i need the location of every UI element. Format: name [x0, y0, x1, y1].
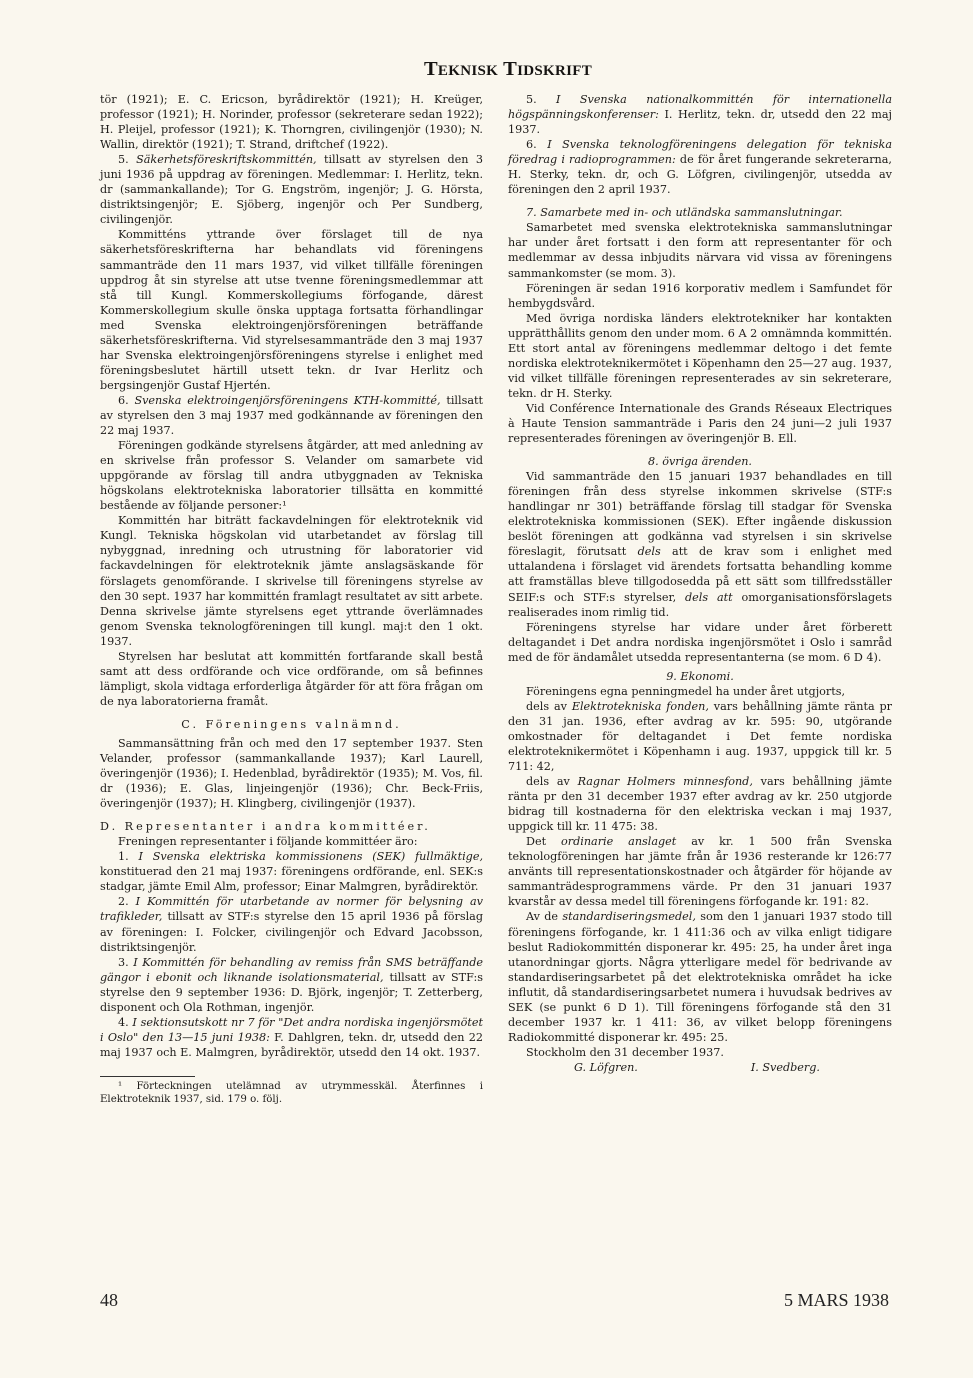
signature-svedberg: I. Svedberg. [750, 1060, 820, 1074]
paragraph: Av de standardiseringsmedel, som den 1 januari 1937 stodo till föreningens förfogande, kr. 1 411:36 och av vilka enligt tidigare beslut Radiokommittén disponerar kr. 495: 25, ha under året inga utanordningar gjorts. Några ytterligare medel för bedrivande av standardiseringsarbetet på det elektrotekniska området ha icke influtit, då standardiseringsarbetet numera i huvudsak bedrives av SEK (se punkt 6 D 1). Till föreningens förfogande stå den 31 december 1937 kr. 1 411: 36, av vilket belopp föreningens Radiokommitté disponerar kr. 495: 25. [508, 910, 892, 1044]
signature-lofgren: G. Löfgren. [574, 1060, 638, 1074]
paragraph: dels av Elektrotekniska fonden, vars behållning jämte ränta pr den 31 jan. 1936, efter avdrag av kr. 595: 90, utgörande omkostnader för deltagandet i Det femte nordiska elektroteknikermötet i Köpenhamn i aug. 1937, uppgick till kr. 5 711: 42, [508, 699, 892, 774]
paragraph: dels av Ragnar Holmers minnesfond, vars behållning jämte ränta pr den 31 december 1937 efter avdrag av kr. 250 utgjorde bidrag till kostnaderna för den elektriska veckan i maj 1937, uppgick till kr. 11 475: 38. [508, 775, 892, 834]
paragraph: 6. Svenska elektroingenjörsföreningens KTH-kommitté, tillsatt av styrelsen den 3 maj 1937 med godkännande av föreningen den 22 maj 1937. [100, 393, 483, 438]
paragraph: 6. I Svenska teknologföreningens delegation för tekniska föredrag i radioprogrammen: de för året fungerande sekreterarna, H. Sterky, tekn. dr, och G. Löfgren, civilingenjör, utsedda av föreningen den 2 april 1937. [508, 138, 893, 197]
paragraph: 3. I Kommittén för behandling av remiss från SMS beträffande gängor i ebonit och liknande isolationsmaterial, tillsatt av STF:s styrelse den 9 september 1936: D. Björk, ingenjör; T. Zetterberg, disponent och Ola Rothman, ingenjör. [100, 955, 484, 1014]
section-heading-d: D. Representanter i andra kommittéer. [100, 820, 431, 834]
footnote: ¹ Förteckningen utelämnad av utrymmesskäl. Återfinnes i Elektroteknik 1937, sid. 179 o. följ. [100, 1080, 483, 1106]
paragraph: 4. I sektionsutskott nr 7 för "Det andra nordiska ingenjörsmötet i Oslo" den 13—15 juni 1938: F. Dahlgren, tekn. dr, utsedd den 22 maj 1937 och E. Malmgren, byrådirektör, utsedd den 14 okt. 1937. [100, 1015, 484, 1059]
paragraph: Samarbetet med svenska elektrotekniska sammanslutningar har under året fortsatt i den form att representanter för och medlemmar av dessa inbjudits närvara vid vissa av föreningens sammankomster (se mom. 3). [508, 221, 892, 280]
paragraph: tör (1921); E. C. Ericson, byrådirektör (1921); H. Kreüger, professor (1921); H. Norinder, professor (sekreterare sedan 1922); H. Pleijel, professor (1921); K. Thorngren, civilingenjör (1930); N. Wallin, direktör (1921); T. Strand, driftchef (1922). [100, 93, 483, 152]
masthead-rest-2: IDSKRIFT [517, 63, 593, 79]
paragraph: Vid Conférence Internationale des Grands Réseaux Electriques à Haute Tension sammanträde i Paris den 24 juni—2 juli 1937 representerades föreningen av överingenjör B. Ell. [508, 401, 892, 446]
section-heading-c: C. Föreningens valnämnd. [181, 717, 402, 731]
paragraph: Kommitténs yttrande över förslaget till de nya säkerhetsföreskrifterna har behandlats vid föreningens sammanträde den 11 mars 1937, vid vilket tillfälle föreningen uppdrog åt sin styrelse att utse tvenne föreningsmedlemmar att stå till Kungl. Kommerskollegiums förfogande, därest Kommerskollegium skulle önska upptaga fortsatta förhandlingar med Svenska elektroingenjörsföreningen beträffande säkerhetsföreskrifterna. Vid styrelsesammanträde den 3 maj 1937 har Svenska elektroingenjörsföreningens styrelse i enlighet med föreningsbeslutet härtill utsett tekn. dr Ivar Herlitz och bergsingenjör Gustaf Hjertén. [100, 228, 483, 392]
masthead-rest-1: EKNISK [437, 63, 499, 79]
paragraph: Föreningen är sedan 1916 korporativ medlem i Samfundet för hembygdsvård. [508, 281, 892, 310]
paragraph: Föreningens styrelse har vidare under året förberett deltagandet i Det andra nordiska ingenjörsmötet i Oslo i samråd med de för ändamålet utsedda representanterna (se mom. 6 D 4). [508, 620, 892, 664]
section-heading-7: 7. Samarbete med in- och utländska sammanslutningar. [526, 206, 843, 220]
paragraph: Styrelsen har beslutat att kommittén fortfarande skall bestå samt att dess ordförande och vice ordförande, om så befinnes lämpligt, skola vidtaga erforderliga åtgärder för att föra frågan om de nya laboratorierna framåt. [100, 649, 483, 708]
paragraph: 1. I Svenska elektriska kommissionens (SEK) fullmäktige, konstituerad den 21 maj 1937: föreningens ordförande, enl. SEK:s stadgar, jämte Emil Alm, professor; Einar Malmgren, byrådirektör. [100, 850, 483, 894]
section-heading-9: 9. Ekonomi. [666, 669, 734, 683]
paragraph: Det ordinarie anslaget av kr. 1 500 från Svenska teknologföreningen har jämte från år 1936 resterande kr 126:77 använts till representationskostnader och åtgärder för höjande av sammanträdesprogrammens värde. Pr den 31 januari 1937 kvarstår av dessa medel till föreningens förfogande kr. 191: 82. [508, 835, 892, 909]
right-column [508, 92, 892, 1075]
paragraph: Föreningen godkände styrelsens åtgärder, att med anledning av en skrivelse från professor S. Velander om samarbete vid uppgörande av förslag till andra utbyggnaden av Tekniska högskolans elektrotekniska laboratorier tillsätta en kommitté bestående av följande personer:¹ [100, 439, 483, 513]
paragraph: Freningen representanter i följande kommittéer äro: [118, 835, 418, 849]
footnote-rule [100, 1076, 195, 1077]
signatures [508, 1060, 892, 1075]
paragraph: Föreningens egna penningmedel ha under året utgjorts, [526, 684, 846, 698]
left-column [100, 92, 483, 1107]
masthead-initial-2: T [503, 58, 518, 80]
paragraph: 5. Säkerhetsföreskriftskommittén, tillsatt av styrelsen den 3 juni 1936 på uppdrag av föreningen. Medlemmar: I. Herlitz, tekn. dr (sammankallande); Tor G. Engström, ingenjör; J. G. Hörsta, distriktsingenjör; E. Sjöberg, ingenjör och Per Sundberg, civilingenjör. [100, 153, 483, 227]
page-number: 48 [100, 1290, 118, 1310]
paragraph: Vid sammanträde den 15 januari 1937 behandlades en till föreningen från dess styrelse inkommen skrivelse (STF:s handlingar nr 301) beträffande förslag till stadgar för Svenska elektrotekniska kommissionen (SEK). Efter ingående diskussion beslöt föreningen att godkänna vad styrelsen i sin skrivelse föreslagit, förutsatt dels att de krav som i enlighet med uttalandena i förslaget vid ärendets fortsatta behandling komme att framställas bleve tillgodosedda på ett sätt som tillfredsställer SEIF:s och STF:s styrelser, dels att omorganisationsförslagets realiserades inom rimlig tid. [508, 470, 892, 619]
paragraph: 2. I Kommittén för utarbetande av normer för belysning av trafikleder, tillsatt av STF:s styrelse den 15 april 1936 på förslag av föreningen: I. Folcker, civilingenjör och Edvard Jacobsson, distriktsingenjör. [100, 895, 483, 954]
paragraph: Med övriga nordiska länders elektrotekniker har kontakten upprätthållits genom den under mom. 6 A 2 omnämnda kommittén. Ett stort antal av föreningens medlemmar deltogo i det femte nordiska elektroteknikermötet i Köpenhamn den 25—27 aug. 1937, vid vilket tillfälle föreningen representerades av sin sekreterare, tekn. dr H. Sterky. [508, 311, 892, 400]
masthead-initial-1: T [423, 58, 438, 80]
issue-date: 5 MARS 1938 [784, 1290, 890, 1310]
section-heading-8: 8. övriga ärenden. [648, 455, 752, 469]
paragraph: Kommittén har biträtt fackavdelningen för elektroteknik vid Kungl. Tekniska högskolan vid utarbetandet av förslag till nybyggnad, inredning och utrustning för laboratorier vid fackavdelningen för elektroteknik jämte anslagsäskande för förslagets genomförande. I skrivelse till föreningens styrelse av den 30 sept. 1937 har kommittén framlagt resultatet av sitt arbete. Denna skrivelse jämte styrelsens eget yttrande överlämnades genom Svenska teknologföreningen till kungl. maj:t den 1 okt. 1937. [100, 514, 483, 648]
journal-masthead [408, 58, 608, 81]
place-date-line: Stockholm den 31 december 1937. [526, 1045, 724, 1059]
paragraph: Sammansättning från och med den 17 september 1937. Sten Velander, professor (sammankallande 1937); Karl Laurell, överingenjör (1936); I. Hedenblad, byrådirektör (1935); M. Vos, fil. dr (1936); E. Glas, linjeingenjör (1936); Chr. Beck-Friis, överingenjör (1937); H. Klingberg, civilingenjör (1937). [100, 736, 483, 811]
paragraph: 5. I Svenska nationalkommittén för internationella högspänningskonferenser: I. Herlitz, tekn. dr, utsedd den 22 maj 1937. [508, 93, 893, 137]
